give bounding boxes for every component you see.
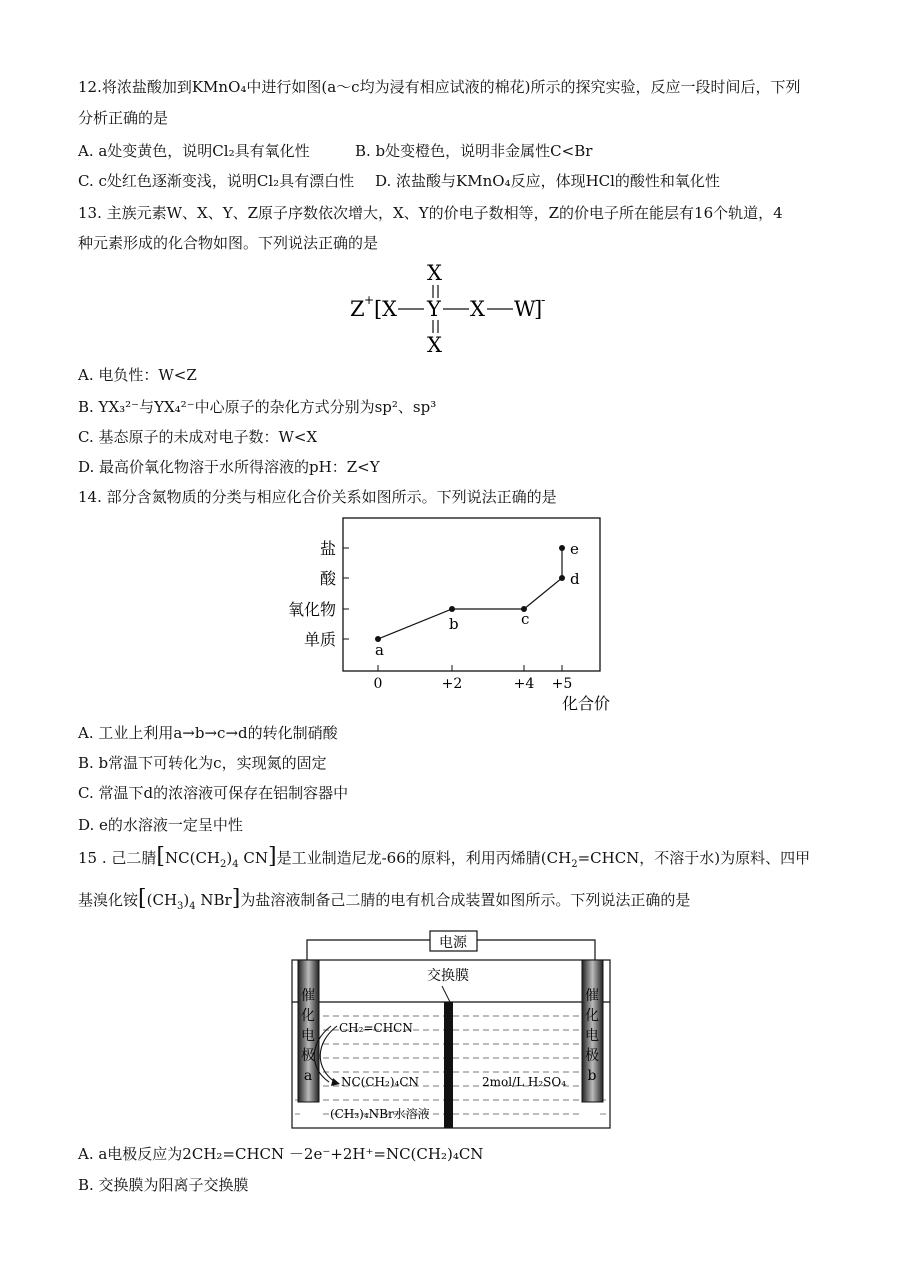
exchange-membrane — [444, 1002, 453, 1128]
label-a: a — [375, 641, 384, 659]
svg-text:b: b — [587, 1068, 597, 1084]
struct-w: W — [514, 297, 536, 321]
point-b — [449, 606, 455, 612]
q15-option-b: B. 交换膜为阳离子交换膜 — [78, 1176, 249, 1194]
x-tick-4: +4 — [513, 676, 535, 692]
q12-stem-line1: 12.将浓盐酸加到KMnO₄中进行如图(a～c均为浸有相应试液的棉花)所示的探究实验，反应一段时间后，下列 — [78, 78, 801, 96]
struct-x-right: X — [470, 297, 485, 321]
struct-x-bottom: X — [427, 333, 442, 357]
q12-option-d: D. 浓盐酸与KMnO₄反应，体现HCl的酸性和氧化性 — [375, 172, 720, 190]
q12-stem-line2: 分析正确的是 — [78, 109, 169, 127]
svg-text:a: a — [303, 1068, 313, 1084]
q15-stem-line2: 基溴化铵[$(CH_3)_4$ NBr]为盐溶液制备己二腈的电有机合成装置如图所示。下列说法正确的是 — [78, 886, 691, 912]
q14-option-a: A. 工业上利用a→b→c→d的转化制硝酸 — [78, 724, 338, 742]
q13-stem-line2: 种元素形成的化合物如图。下列说法正确的是 — [78, 234, 379, 252]
q14-option-b: B. b常温下可转化为c，实现氮的固定 — [78, 754, 327, 772]
product-label: NC(CH₂)₄CN — [341, 1075, 419, 1089]
left-solution-label: (CH₃)₄NBr水溶液 — [330, 1107, 430, 1121]
y-label-acid: 酸 — [319, 569, 336, 588]
struct-minus: - — [541, 293, 546, 308]
struct-plus: + — [364, 293, 375, 307]
label-c: c — [521, 610, 530, 628]
x-tick-5: +5 — [551, 676, 573, 692]
q13-stem-line1: 13. 主族元素W、X、Y、Z原子序数依次增大，X、Y的价电子数相等，Z的价电子所在能层有16个轨道，4 — [78, 204, 783, 222]
reactant-label: CH₂=CHCN — [339, 1021, 413, 1035]
label-e: e — [570, 540, 579, 558]
q14-option-c: C. 常温下d的浓溶液可保存在铝制容器中 — [78, 784, 349, 802]
power-label: 电源 — [439, 935, 467, 951]
q14-chart — [280, 512, 630, 717]
svg-text:催: 催 — [301, 988, 315, 1004]
struct-x-top: X — [427, 261, 442, 285]
q12-option-a: A. a处变黄色，说明Cl₂具有氧化性 — [78, 142, 310, 160]
struct-z: Z — [350, 297, 365, 321]
x-tick-2: +2 — [441, 676, 463, 692]
svg-text:化: 化 — [301, 1008, 315, 1024]
x-axis-title: 化合价 — [561, 694, 611, 713]
q12-option-c: C. c处红色逐渐变浅，说明Cl₂具有漂白性 — [78, 172, 355, 190]
q13-option-a: A. 电负性：W<Z — [78, 366, 197, 384]
q15-option-a: A. a电极反应为2CH₂=CHCN －2e⁻+2H⁺=NC(CH₂)₄CN — [78, 1145, 484, 1163]
svg-text:化: 化 — [585, 1008, 599, 1024]
membrane-label: 交换膜 — [427, 968, 469, 984]
x-tick-0: 0 — [373, 676, 383, 692]
series-line — [378, 548, 562, 639]
q15-electrolysis-diagram — [285, 928, 615, 1133]
q15-stem-line1: 15 . 己二腈[$NC(CH_2)_4$ CN]是工业制造尼龙-66的原料，利用丙烯腈($CH_2=CHCN$，不溶于水)为原料、四甲 — [78, 844, 811, 870]
svg-text:极: 极 — [585, 1048, 599, 1064]
q13-option-c: C. 基态原子的未成对电子数：W<X — [78, 428, 318, 446]
q14-option-d: D. e的水溶液一定呈中性 — [78, 816, 243, 834]
q13-option-d: D. 最高价氧化物溶于水所得溶液的pH：Z<Y — [78, 458, 380, 476]
q12-option-b: B. b处变橙色，说明非金属性C<Br — [355, 142, 593, 160]
right-solution-label: 2mol/L H₂SO₄ — [482, 1075, 567, 1089]
point-e — [559, 545, 565, 551]
point-d — [559, 575, 565, 581]
svg-text:]: ] — [534, 297, 543, 321]
label-b: b — [449, 615, 459, 633]
q14-stem: 14. 部分含氮物质的分类与相应化合价关系如图所示。下列说法正确的是 — [78, 488, 557, 506]
struct-x-left: X — [382, 297, 397, 321]
svg-text:电: 电 — [301, 1028, 315, 1044]
y-label-oxide: 氧化物 — [287, 600, 336, 619]
struct-y: Y — [427, 297, 441, 321]
y-label-element: 单质 — [303, 630, 336, 649]
y-label-salt: 盐 — [319, 539, 336, 558]
q13-structure-diagram — [340, 258, 570, 358]
svg-text:电: 电 — [585, 1028, 599, 1044]
svg-text:[: [ — [374, 297, 383, 321]
q13-option-b: B. YX₃²⁻与YX₄²⁻中心原子的杂化方式分别为sp²、sp³ — [78, 398, 437, 416]
svg-text:极: 极 — [301, 1048, 315, 1064]
svg-text:催: 催 — [585, 988, 599, 1004]
label-d: d — [570, 570, 580, 588]
